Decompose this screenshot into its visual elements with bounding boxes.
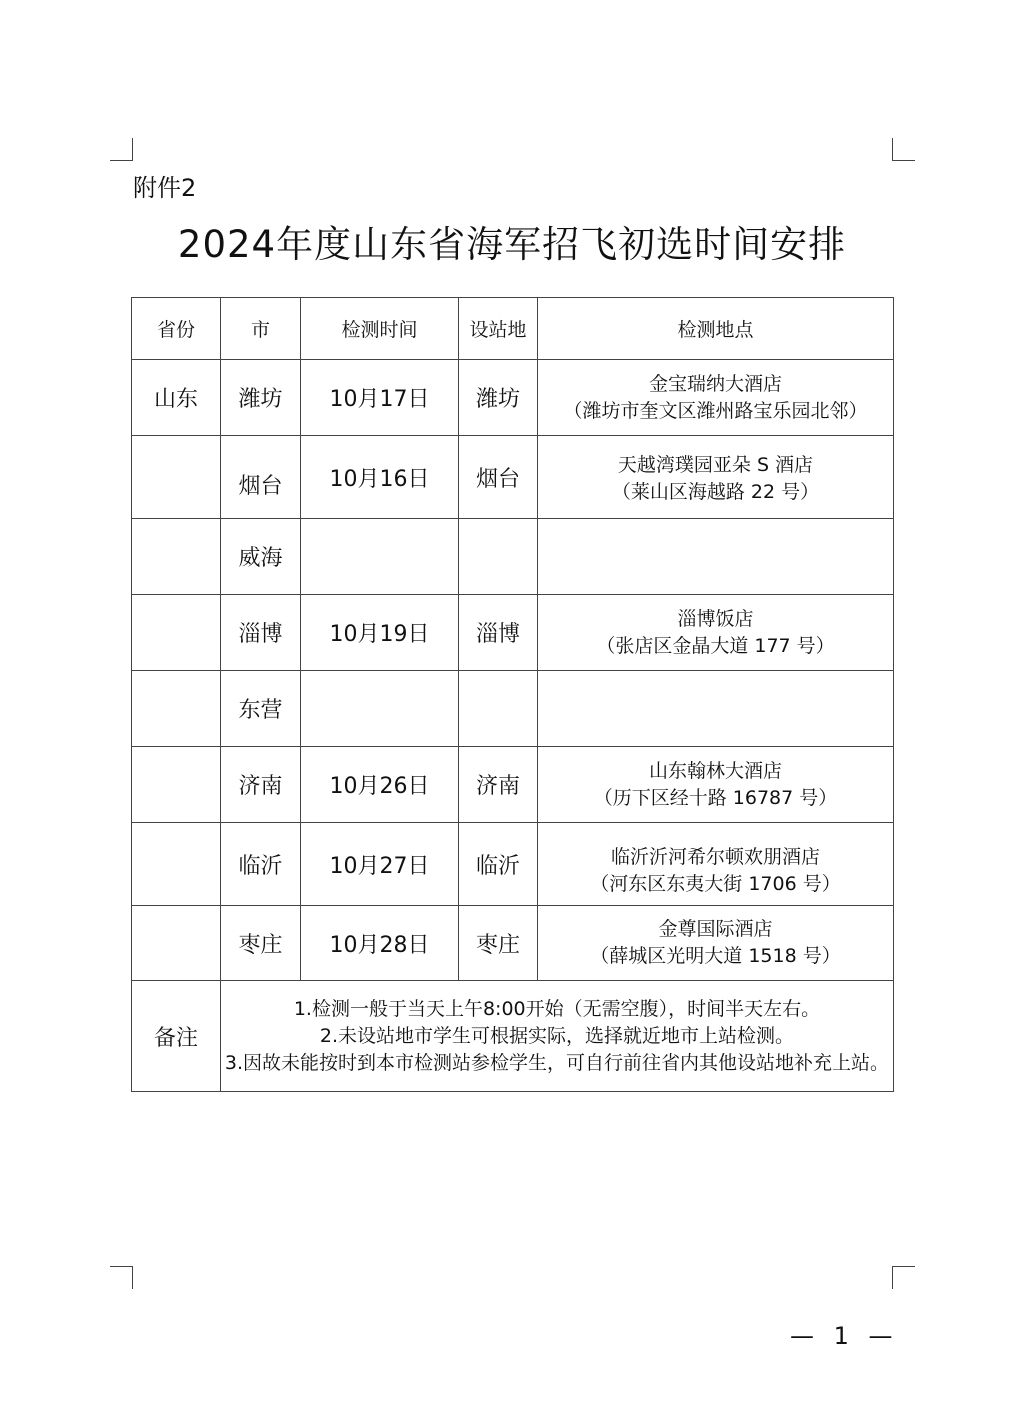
page-title: 2024年度山东省海军招飞初选时间安排: [177, 223, 847, 266]
cell-city: 临沂: [221, 823, 301, 906]
cell-location: [538, 519, 894, 595]
crop-mark-bottom-left: [110, 1266, 133, 1289]
cell-location: [538, 906, 894, 981]
cell-city: 东营: [221, 671, 301, 747]
cell-time: 10月26日: [301, 747, 459, 823]
table-row: [132, 436, 894, 519]
location-address: （潍坊市奎文区潍州路宝乐园北邻）: [563, 399, 868, 422]
cell-province: [132, 436, 221, 519]
cell-time: 10月16日: [301, 436, 459, 519]
location-address: （莱山区海越路 22 号）: [611, 481, 820, 503]
remark-item: 2.未设站地市学生可根据实际，选择就近地市上站检测。: [319, 1024, 795, 1047]
cell-station: 枣庄: [459, 906, 538, 981]
location-address: （河东区东夷大街 1706 号）: [590, 873, 841, 895]
header-city: 市: [221, 298, 301, 360]
attachment-label: 附件2: [133, 174, 197, 202]
location-address: （张店区金晶大道 177 号）: [596, 634, 835, 657]
cell-city: 淄博: [221, 595, 301, 671]
cell-city: 济南: [221, 747, 301, 823]
cell-time: 10月27日: [301, 823, 459, 906]
table-row: [132, 823, 894, 906]
remarks-cell: [221, 981, 894, 1092]
table-row: [132, 519, 894, 595]
remarks-label: 备注: [132, 981, 221, 1092]
cell-location: [538, 436, 894, 519]
cell-time: [301, 671, 459, 747]
cell-location: [538, 360, 894, 436]
cell-city: 烟台: [221, 436, 301, 519]
location-name: 临沂沂河希尔顿欢朋酒店: [610, 846, 820, 868]
cell-time: 10月19日: [301, 595, 459, 671]
remarks-row: [132, 981, 894, 1092]
header-province: 省份: [132, 298, 221, 360]
crop-mark-top-left: [110, 138, 133, 161]
header-station: 设站地: [459, 298, 538, 360]
cell-province: [132, 747, 221, 823]
cell-station: 临沂: [459, 823, 538, 906]
cell-time: [301, 519, 459, 595]
schedule-table: [131, 297, 894, 1092]
cell-province: [132, 519, 221, 595]
cell-station: 济南: [459, 747, 538, 823]
location-name: 山东翰林大酒店: [648, 759, 782, 782]
cell-province: [132, 906, 221, 981]
remark-item: 1.检测一般于当天上午8:00开始（无需空腹），时间半天左右。: [293, 997, 821, 1020]
location-name: 天越湾璞园亚朵 S 酒店: [617, 454, 814, 476]
page-number: — 1 —: [790, 1322, 899, 1350]
cell-location: [538, 823, 894, 906]
table-row: [132, 360, 894, 436]
table-row: [132, 747, 894, 823]
cell-station: 淄博: [459, 595, 538, 671]
location-name: 金尊国际酒店: [658, 918, 773, 940]
cell-location: [538, 595, 894, 671]
location-name: 金宝瑞纳大酒店: [648, 372, 782, 395]
cell-province: [132, 823, 221, 906]
cell-station: [459, 671, 538, 747]
header-time: 检测时间: [301, 298, 459, 360]
crop-mark-bottom-right: [892, 1266, 915, 1289]
table-row: [132, 671, 894, 747]
location-name: 淄博饭店: [677, 607, 754, 630]
cell-location: [538, 671, 894, 747]
cell-province: [132, 671, 221, 747]
cell-city: 威海: [221, 519, 301, 595]
cell-station: [459, 519, 538, 595]
cell-location: [538, 747, 894, 823]
remark-item: 3.因故未能按时到本市检测站参检学生，可自行前往省内其他设站地补充上站。: [224, 1051, 890, 1074]
cell-time: 10月17日: [301, 360, 459, 436]
location-address: （历下区经十路 16787 号）: [593, 786, 838, 809]
cell-province: 山东: [132, 360, 221, 436]
crop-mark-top-right: [892, 138, 915, 161]
cell-station: 潍坊: [459, 360, 538, 436]
table-row: [132, 906, 894, 981]
cell-time: 10月28日: [301, 906, 459, 981]
cell-city: 枣庄: [221, 906, 301, 981]
cell-province: [132, 595, 221, 671]
cell-city: 潍坊: [221, 360, 301, 436]
header-location: 检测地点: [538, 298, 894, 360]
table-row: [132, 595, 894, 671]
table-header-row: [132, 298, 894, 360]
location-address: （薛城区光明大道 1518 号）: [590, 945, 841, 967]
cell-station: 烟台: [459, 436, 538, 519]
